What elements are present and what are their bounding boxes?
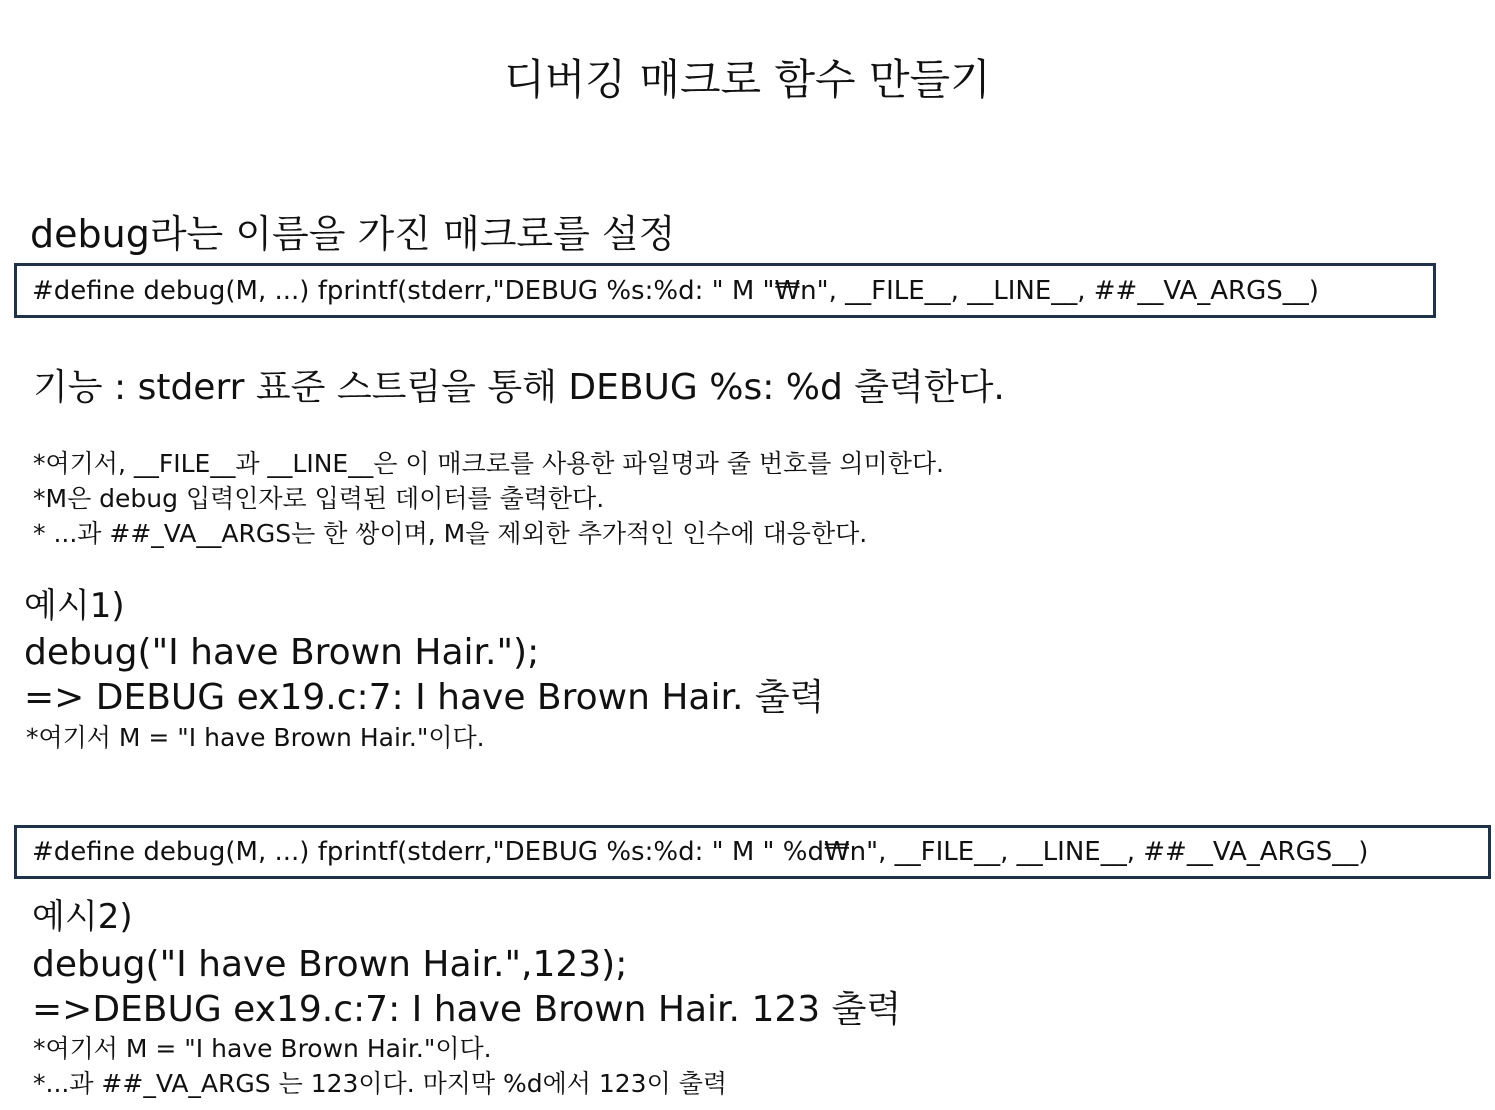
note-item: *M은 debug 입력인자로 입력된 데이터를 출력한다. [33, 484, 605, 513]
example2-output: =>DEBUG ex19.c:7: I have Brown Hair. 123 출력 [32, 989, 902, 1030]
notes-list [33, 446, 944, 551]
example1-call: debug("I have Brown Hair."); [24, 632, 540, 673]
page-title: 디버깅 매크로 함수 만들기 [504, 55, 991, 104]
example2-call: debug("I have Brown Hair.",123); [32, 944, 628, 985]
example1-note: *여기서 M = "I have Brown Hair."이다. [26, 723, 485, 752]
section-subtitle: debug라는 이름을 가진 매크로를 설정 [30, 212, 676, 256]
note-item: *여기서, __FILE__과 __LINE__은 이 매크로를 사용한 파일명과 줄 번호를 의미한다. [33, 449, 944, 478]
example2-label: 예시2) [32, 897, 133, 937]
code-line-1: #define debug(M, ...) fprintf(stderr,"DEBUG %s:%d: " M "₩n", __FILE__, __LINE__, ##__VA_ARGS__) [32, 276, 1319, 306]
example1-label: 예시1) [24, 586, 125, 626]
example2-note-2: *...과 ##_VA_ARGS 는 123이다. 마지막 %d에서 123이 출력 [33, 1069, 727, 1098]
example2-note-1: *여기서 M = "I have Brown Hair."이다. [33, 1034, 492, 1063]
note-item: * ...과 ##_VA__ARGS는 한 쌍이며, M을 제외한 추가적인 인수에 대응한다. [33, 519, 868, 548]
example1-output: => DEBUG ex19.c:7: I have Brown Hair. 출력 [24, 677, 825, 718]
code-line-2: #define debug(M, ...) fprintf(stderr,"DEBUG %s:%d: " M " %d₩n", __FILE__, __LINE__, ##__VA_ARGS__) [32, 837, 1369, 867]
function-description: 기능 : stderr 표준 스트림을 통해 DEBUG %s: %d 출력한다. [33, 367, 1005, 408]
code-box-2 [14, 825, 1491, 879]
code-box-1 [14, 263, 1436, 318]
